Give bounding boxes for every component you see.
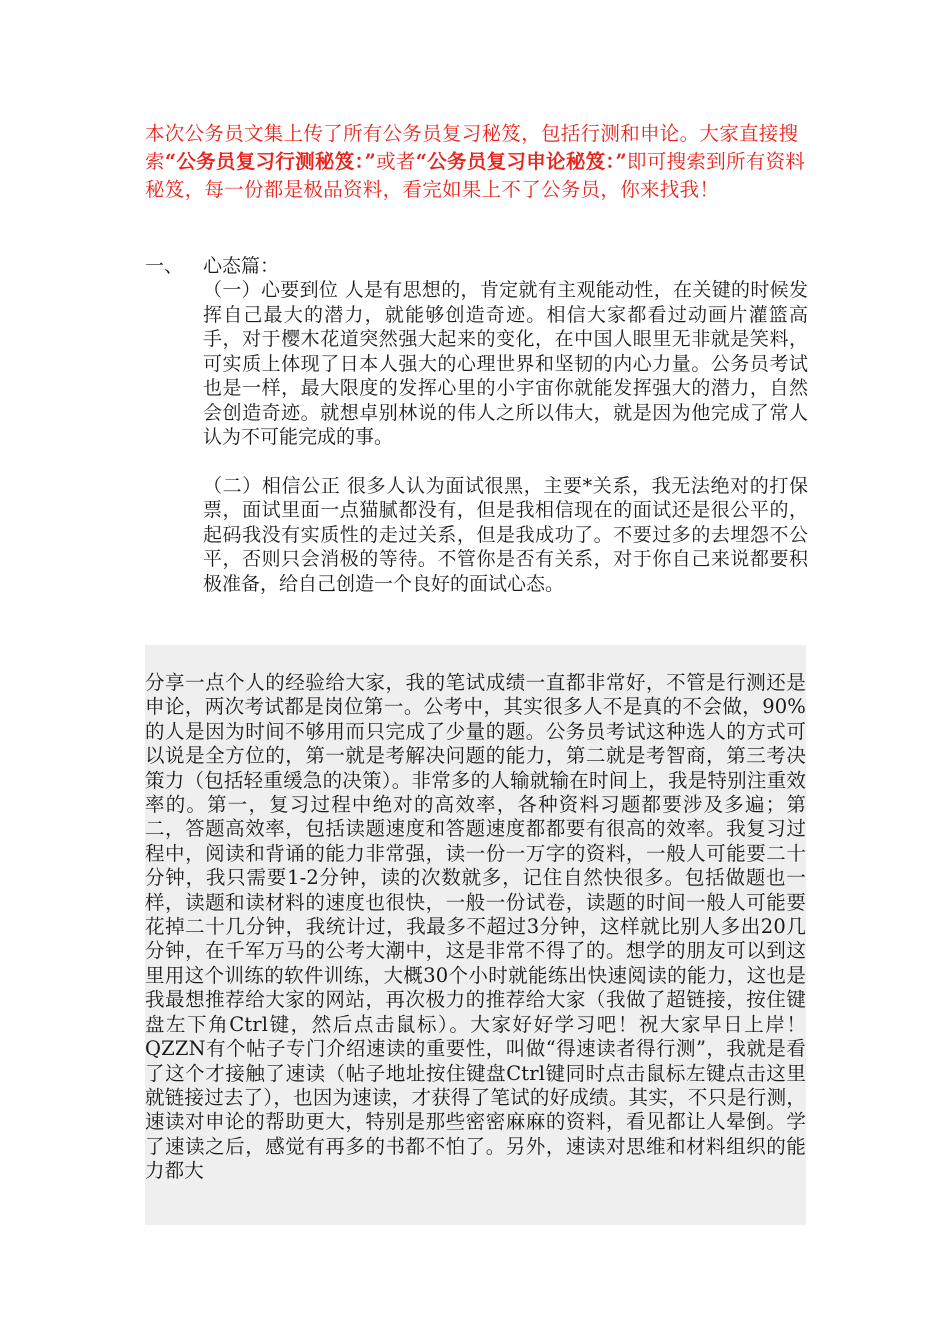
mindset-section [145,254,810,596]
paragraph-2 [203,474,808,597]
section-title: 心态篇： [203,255,280,277]
intro-notice [145,120,810,204]
section-number: 一、 [145,255,184,277]
intro-search-term-2: “公务员复习申论秘笈：” [415,150,628,173]
paragraph-1 [203,278,808,450]
intro-text-3: 即可搜索到所有资料秘笈，每一份都是极品资料，看完如果上不了公务员，你来找我！ [145,150,806,201]
experience-text: 分享一点个人的经验给大家，我的笔试成绩一直都非常好，不管是行测还是申论，两次考试都是岗位第一。公考中，其实很多人不是真的不会做，90%的人是因为时间不够用而只完成了少量的题。公务员考试这种选人的方式可以说是全方位的，第一就是考解决问题的能力，第二就是考智商，第三考决策力（包括轻重缓急的决策）。非常多的人输就输在时间上，我是特别注重效率的。第一，复习过程中绝对的高效率，各种资料习题都要涉及多遍；第二，答题高效率，包括读题速度和答题速度都都要有很高的效率。我复习过程中，阅读和背诵的能力非常强，读一份一万字的资料，一般人可能要二十分钟，我只需要1-2分钟，读的次数就多，记住自然快很多。包括做题也一样，读题和读材料的速度也很快，一般一份试卷，读题的时间一般人可能要花掉二十几分钟，我统计过，我最多不超过3分钟，这样就比别人多出20几分钟，在千军万马的公考大潮中，这是非常不得了的。想学的朋友可以到这里用这个训练的软件训练，大概30个小时就能练出快速阅读的能力，这也是我最想推荐给大家的网站，再次极力的推荐给大家（我做了超链接，按住键盘左下角Ctrl键，然后点击鼠标）。大家好好学习吧！祝大家早日上岸！QZZN有个帖子专门介绍速读的重要性，叫做“得速读者得行测”，我就是看了这个才接触了速读（帖子地址按住键盘Ctrl键同时点击鼠标左键点击这里就链接过去了），也因为速读，才获得了笔试的好成绩。其实，不只是行测，速读对申论的帮助更大，特别是那些密密麻麻的资料，看见都让人晕倒。学了速读之后，感觉有再多的书都不怕了。另外，速读对思维和材料组织的能力都大 [145,671,806,1183]
paragraph-2-text: 很多人认为面试很黑，主要*关系，我无法绝对的打保票，面试里面一点猫腻都没有，但是我相信现在的面试还是很公平的，起码我没有实质性的走过关系，但是我成功了。不要过多的去埋怨不公平，否则只会消极的等待。不管你是否有关系，对于你自己来说都要积极准备，给自己创造一个良好的面试心态。 [203,474,808,595]
paragraph-1-text: 人是有思想的，肯定就有主观能动性，在关键的时候发挥自己最大的潜力，就能够创造奇迹。相信大家都看过动画片灌篮高手，对于樱木花道突然强大起来的变化，在中国人眼里无非就是笑料，可实质上体现了日本人强大的心理世界和坚韧的内心力量。公务员考试也是一样，最大限度的发挥心里的小宇宙你就能发挥强大的潜力，自然会创造奇迹。就想卓别林说的伟人之所以伟大，就是因为他完成了常人认为不可能完成的事。 [203,279,808,448]
paragraph-1-tag: （一）心要到位 [203,279,339,301]
shaded-experience-block [145,645,806,1225]
paragraph-2-tag: （二）相信公正 [203,474,341,497]
intro-text-1: 本次公务员文集上传了所有公务员复习秘笈，包括行测和申论。大家直接搜索 [145,122,799,173]
intro-text-2: 或者 [376,150,416,173]
section-heading [145,254,810,278]
intro-search-term-1: “公务员复习行测秘笈：” [164,150,377,173]
